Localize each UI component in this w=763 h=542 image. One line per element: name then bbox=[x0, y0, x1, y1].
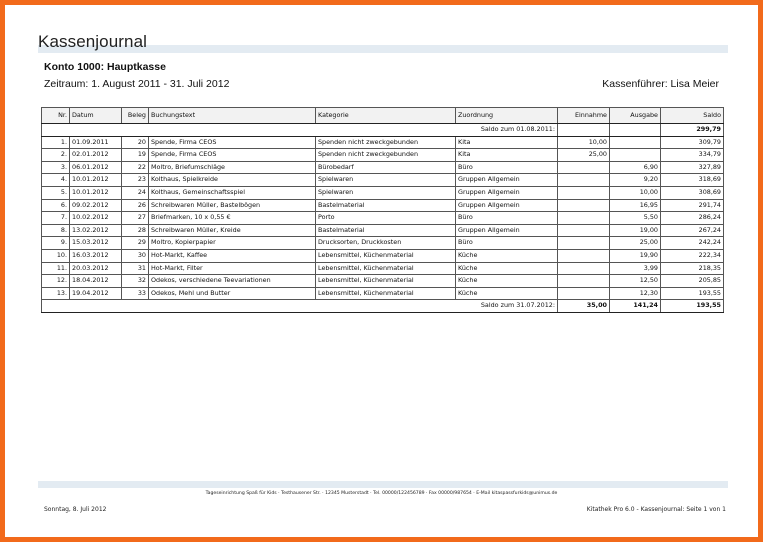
cell-nr: 10. bbox=[42, 249, 70, 262]
cell-datum: 09.02.2012 bbox=[70, 199, 122, 212]
closing-balance-label: Saldo zum 31.07.2012: bbox=[42, 300, 558, 313]
cell-buchungstext: Schreibwaren Müller, Bastelbögen bbox=[149, 199, 316, 212]
col-header-datum: Datum bbox=[70, 108, 122, 124]
table-row bbox=[42, 287, 724, 300]
cell-datum: 10.01.2012 bbox=[70, 186, 122, 199]
cell-saldo: 291,74 bbox=[661, 199, 724, 212]
cell-datum: 10.01.2012 bbox=[70, 174, 122, 187]
cell-saldo: 222,34 bbox=[661, 249, 724, 262]
cell-zuordnung: Büro bbox=[456, 212, 558, 225]
table-row bbox=[42, 161, 724, 174]
konto-label: Konto 1000: Hauptkasse bbox=[44, 61, 166, 73]
table-row bbox=[42, 186, 724, 199]
cell-ausgabe bbox=[610, 149, 661, 162]
cell-ausgabe: 19,90 bbox=[610, 249, 661, 262]
cell-kategorie: Porto bbox=[316, 212, 456, 225]
table-row bbox=[42, 249, 724, 262]
footer-date: Sonntag, 8. Juli 2012 bbox=[44, 506, 107, 513]
cell-einnahme bbox=[558, 262, 610, 275]
table-row bbox=[42, 136, 724, 149]
cell-beleg: 30 bbox=[122, 249, 149, 262]
cell-beleg: 26 bbox=[122, 199, 149, 212]
table-row bbox=[42, 262, 724, 275]
cell-buchungstext: Briefmarken, 10 x 0,55 € bbox=[149, 212, 316, 225]
cell-beleg: 32 bbox=[122, 275, 149, 288]
cell-nr: 4. bbox=[42, 174, 70, 187]
cell-ausgabe: 3,99 bbox=[610, 262, 661, 275]
cell-buchungstext: Odekos, verschiedene Teevariationen bbox=[149, 275, 316, 288]
closing-balance-value: 193,55 bbox=[661, 300, 724, 313]
cell-nr: 6. bbox=[42, 199, 70, 212]
cell-ausgabe: 9,20 bbox=[610, 174, 661, 187]
cell-saldo: 193,55 bbox=[661, 287, 724, 300]
cell-einnahme bbox=[558, 186, 610, 199]
cell-zuordnung: Büro bbox=[456, 161, 558, 174]
cell-einnahme bbox=[558, 199, 610, 212]
cell-saldo: 308,69 bbox=[661, 186, 724, 199]
col-header-zuordnung: Zuordnung bbox=[456, 108, 558, 124]
cell-datum: 06.01.2012 bbox=[70, 161, 122, 174]
cell-beleg: 23 bbox=[122, 174, 149, 187]
cell-saldo: 205,85 bbox=[661, 275, 724, 288]
opening-einnahme-cell bbox=[558, 124, 610, 137]
col-header-einnahme: Einnahme bbox=[558, 108, 610, 124]
cell-kategorie: Lebensmittel, Küchenmaterial bbox=[316, 262, 456, 275]
cell-ausgabe: 6,90 bbox=[610, 161, 661, 174]
cell-ausgabe: 12,30 bbox=[610, 287, 661, 300]
cell-kategorie: Bürobedarf bbox=[316, 161, 456, 174]
cell-nr: 7. bbox=[42, 212, 70, 225]
footer-bar bbox=[38, 481, 728, 488]
table-row bbox=[42, 174, 724, 187]
footer-page-info: Kitathek Pro 6.0 - Kassenjournal: Seite 1 von 1 bbox=[586, 506, 726, 513]
table-row bbox=[42, 212, 724, 225]
cell-datum: 16.03.2012 bbox=[70, 249, 122, 262]
cell-kategorie: Spenden nicht zweckgebunden bbox=[316, 136, 456, 149]
col-header-beleg: Beleg bbox=[122, 108, 149, 124]
cell-kategorie: Bastelmaterial bbox=[316, 199, 456, 212]
cell-kategorie: Lebensmittel, Küchenmaterial bbox=[316, 287, 456, 300]
cell-zuordnung: Gruppen Allgemein bbox=[456, 174, 558, 187]
cell-datum: 01.09.2011 bbox=[70, 136, 122, 149]
cell-beleg: 28 bbox=[122, 224, 149, 237]
cell-kategorie: Bastelmaterial bbox=[316, 224, 456, 237]
cell-ausgabe bbox=[610, 136, 661, 149]
cell-nr: 9. bbox=[42, 237, 70, 250]
kassenjournal-table bbox=[41, 107, 724, 313]
cell-ausgabe: 25,00 bbox=[610, 237, 661, 250]
cell-zuordnung: Gruppen Allgemein bbox=[456, 186, 558, 199]
cell-einnahme bbox=[558, 224, 610, 237]
cell-beleg: 19 bbox=[122, 149, 149, 162]
cell-beleg: 24 bbox=[122, 186, 149, 199]
cell-beleg: 22 bbox=[122, 161, 149, 174]
closing-balance-row bbox=[42, 300, 724, 313]
cell-ausgabe: 19,00 bbox=[610, 224, 661, 237]
opening-ausgabe-cell bbox=[610, 124, 661, 137]
cell-nr: 8. bbox=[42, 224, 70, 237]
cell-ausgabe: 16,95 bbox=[610, 199, 661, 212]
col-header-ausgabe: Ausgabe bbox=[610, 108, 661, 124]
cell-kategorie: Spielwaren bbox=[316, 186, 456, 199]
col-header-buchungstext: Buchungstext bbox=[149, 108, 316, 124]
opening-balance-row bbox=[42, 124, 724, 137]
cell-zuordnung: Büro bbox=[456, 237, 558, 250]
cell-einnahme bbox=[558, 212, 610, 225]
cell-beleg: 27 bbox=[122, 212, 149, 225]
cell-kategorie: Lebensmittel, Küchenmaterial bbox=[316, 275, 456, 288]
cell-buchungstext: Spende, Firma CEOS bbox=[149, 149, 316, 162]
cell-beleg: 33 bbox=[122, 287, 149, 300]
zeitraum-label: Zeitraum: 1. August 2011 - 31. Juli 2012 bbox=[44, 78, 230, 90]
cell-buchungstext: Hot-Markt, Kaffee bbox=[149, 249, 316, 262]
cell-saldo: 286,24 bbox=[661, 212, 724, 225]
cell-nr: 2. bbox=[42, 149, 70, 162]
cell-datum: 10.02.2012 bbox=[70, 212, 122, 225]
cell-ausgabe: 5,50 bbox=[610, 212, 661, 225]
cell-zuordnung: Kita bbox=[456, 136, 558, 149]
closing-einnahme-total: 35,00 bbox=[558, 300, 610, 313]
cell-saldo: 318,69 bbox=[661, 174, 724, 187]
cell-einnahme bbox=[558, 275, 610, 288]
opening-balance-label: Saldo zum 01.08.2011: bbox=[42, 124, 558, 137]
kassenfuehrer-label: Kassenführer: Lisa Meier bbox=[602, 78, 719, 90]
cell-beleg: 20 bbox=[122, 136, 149, 149]
cell-datum: 20.03.2012 bbox=[70, 262, 122, 275]
cell-saldo: 218,35 bbox=[661, 262, 724, 275]
cell-buchungstext: Kolthaus, Spielkreide bbox=[149, 174, 316, 187]
cell-buchungstext: Kolthaus, Gemeinschaftsspiel bbox=[149, 186, 316, 199]
col-header-kategorie: Kategorie bbox=[316, 108, 456, 124]
cell-einnahme bbox=[558, 174, 610, 187]
cell-ausgabe: 12,50 bbox=[610, 275, 661, 288]
cell-saldo: 334,79 bbox=[661, 149, 724, 162]
page-title: Kassenjournal bbox=[38, 32, 148, 51]
cell-datum: 02.01.2012 bbox=[70, 149, 122, 162]
col-header-saldo: Saldo bbox=[661, 108, 724, 124]
col-header-nr: Nr. bbox=[42, 108, 70, 124]
cell-saldo: 309,79 bbox=[661, 136, 724, 149]
table-row bbox=[42, 275, 724, 288]
footer-address: Tageseinrichtung Spaß für Kids · Testhausener Str. · 12345 Musterstadt · Tel. 00000/122456789 · Fax 00000/987654 · E-Mail kitaspassfurkids@unimus.de bbox=[205, 491, 558, 496]
table-row bbox=[42, 237, 724, 250]
cell-nr: 5. bbox=[42, 186, 70, 199]
cell-buchungstext: Schreibwaren Müller, Kreide bbox=[149, 224, 316, 237]
cell-zuordnung: Küche bbox=[456, 275, 558, 288]
cell-kategorie: Spielwaren bbox=[316, 174, 456, 187]
cell-datum: 19.04.2012 bbox=[70, 287, 122, 300]
cell-datum: 15.03.2012 bbox=[70, 237, 122, 250]
cell-zuordnung: Kita bbox=[456, 149, 558, 162]
cell-zuordnung: Gruppen Allgemein bbox=[456, 224, 558, 237]
table-row bbox=[42, 224, 724, 237]
cell-kategorie: Drucksorten, Druckkosten bbox=[316, 237, 456, 250]
cell-saldo: 327,89 bbox=[661, 161, 724, 174]
table-header-row bbox=[42, 108, 724, 124]
cell-zuordnung: Küche bbox=[456, 262, 558, 275]
cell-nr: 3. bbox=[42, 161, 70, 174]
cell-buchungstext: Odekos, Mehl und Butter bbox=[149, 287, 316, 300]
cell-nr: 13. bbox=[42, 287, 70, 300]
cell-nr: 11. bbox=[42, 262, 70, 275]
cell-datum: 18.04.2012 bbox=[70, 275, 122, 288]
cell-ausgabe: 10,00 bbox=[610, 186, 661, 199]
cell-beleg: 31 bbox=[122, 262, 149, 275]
cell-buchungstext: Moltro, Kopierpapier bbox=[149, 237, 316, 250]
cell-saldo: 267,24 bbox=[661, 224, 724, 237]
cell-buchungstext: Spende, Firma CEOS bbox=[149, 136, 316, 149]
cell-buchungstext: Hot-Markt, Filter bbox=[149, 262, 316, 275]
cell-einnahme bbox=[558, 249, 610, 262]
cell-kategorie: Lebensmittel, Küchenmaterial bbox=[316, 249, 456, 262]
cell-einnahme bbox=[558, 237, 610, 250]
cell-nr: 12. bbox=[42, 275, 70, 288]
cell-zuordnung: Küche bbox=[456, 249, 558, 262]
cell-zuordnung: Gruppen Allgemein bbox=[456, 199, 558, 212]
cell-buchungstext: Moltro, Briefumschläge bbox=[149, 161, 316, 174]
cell-kategorie: Spenden nicht zweckgebunden bbox=[316, 149, 456, 162]
cell-einnahme: 10,00 bbox=[558, 136, 610, 149]
cell-beleg: 29 bbox=[122, 237, 149, 250]
cell-datum: 13.02.2012 bbox=[70, 224, 122, 237]
table-row bbox=[42, 149, 724, 162]
cell-nr: 1. bbox=[42, 136, 70, 149]
table-row bbox=[42, 199, 724, 212]
closing-ausgabe-total: 141,24 bbox=[610, 300, 661, 313]
cell-einnahme: 25,00 bbox=[558, 149, 610, 162]
cell-saldo: 242,24 bbox=[661, 237, 724, 250]
cell-einnahme bbox=[558, 161, 610, 174]
opening-balance-value: 299,79 bbox=[661, 124, 724, 137]
cell-zuordnung: Küche bbox=[456, 287, 558, 300]
cell-einnahme bbox=[558, 287, 610, 300]
